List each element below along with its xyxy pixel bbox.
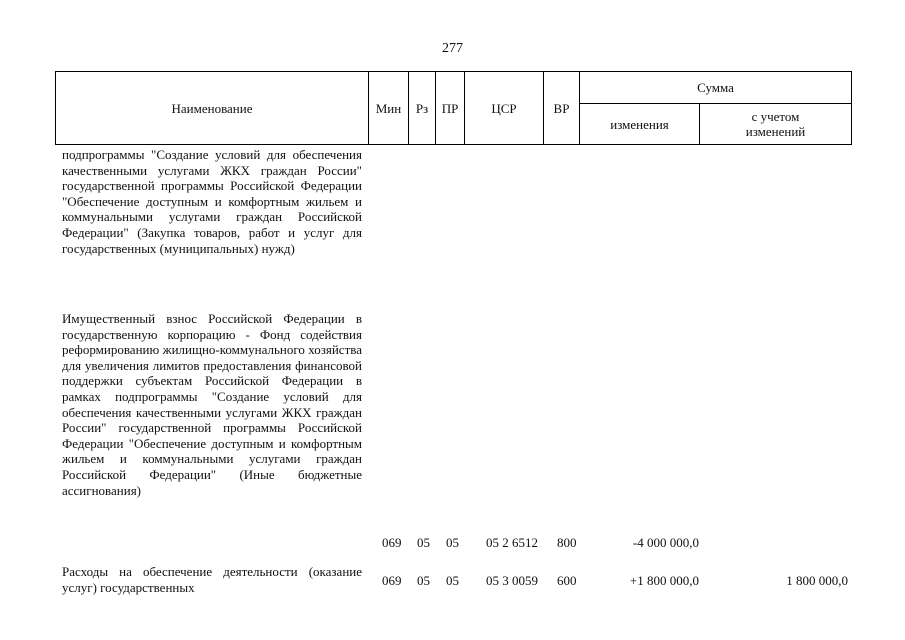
header-name: Наименование bbox=[56, 72, 369, 145]
header-rz: Рз bbox=[409, 72, 436, 145]
row-change: +1 800 000,0 bbox=[629, 573, 699, 588]
header-with-change-line1: с учетом bbox=[751, 109, 800, 124]
header-min: Мин bbox=[369, 72, 409, 145]
row-min: 069 bbox=[382, 573, 402, 588]
row-csr: 05 2 6512 bbox=[486, 535, 538, 550]
row-pr: 05 bbox=[446, 535, 459, 550]
header-with-change-line2: изменений bbox=[745, 124, 806, 139]
header-pr: ПР bbox=[436, 72, 465, 145]
row-rz: 05 bbox=[417, 535, 430, 550]
row-vr: 800 bbox=[557, 535, 577, 550]
row-text: Расходы на обеспечение деятельности (оказание услуг) государственных bbox=[62, 564, 362, 595]
row-text: подпрограммы "Создание условий для обеспечения качественными услугами ЖКХ граждан России" государственной программы Российской Федерации "Обеспечение доступным и комфортным жильем и коммунальными услугами граждан Российской Федерации" (Закупка товаров, работ и услуг для государственных (муниципальных) нужд) bbox=[62, 147, 362, 256]
header-vr: ВР bbox=[544, 72, 580, 145]
header-sum: Сумма bbox=[580, 72, 852, 104]
row-pr: 05 bbox=[446, 573, 459, 588]
row-vr: 600 bbox=[557, 573, 577, 588]
row-rz: 05 bbox=[417, 573, 430, 588]
row-text: Имущественный взнос Российской Федерации в государственную корпорацию - Фонд содействия реформированию жилищно-коммунального хозяйства для увеличения лимитов предоставления финансовой поддержки субъектам Российской Федерации в рамках подпрограммы "Создание условий для обеспечения качественными услугами ЖКХ граждан России" государственной программы Российской Федерации "Обеспечение доступным и комфортным жильем и коммунальными услугами граждан Российской Федерации" (Иные бюджетные ассигнования) bbox=[62, 311, 362, 498]
row-min: 069 bbox=[382, 535, 402, 550]
table-header bbox=[55, 71, 852, 145]
header-change: изменения bbox=[580, 104, 700, 145]
row-change: -4 000 000,0 bbox=[632, 535, 699, 550]
header-with-change bbox=[700, 104, 852, 145]
page-number: 277 bbox=[442, 41, 463, 56]
row-csr: 05 3 0059 bbox=[486, 573, 538, 588]
row-total: 1 800 000,0 bbox=[786, 573, 848, 588]
header-csr: ЦСР bbox=[465, 72, 544, 145]
